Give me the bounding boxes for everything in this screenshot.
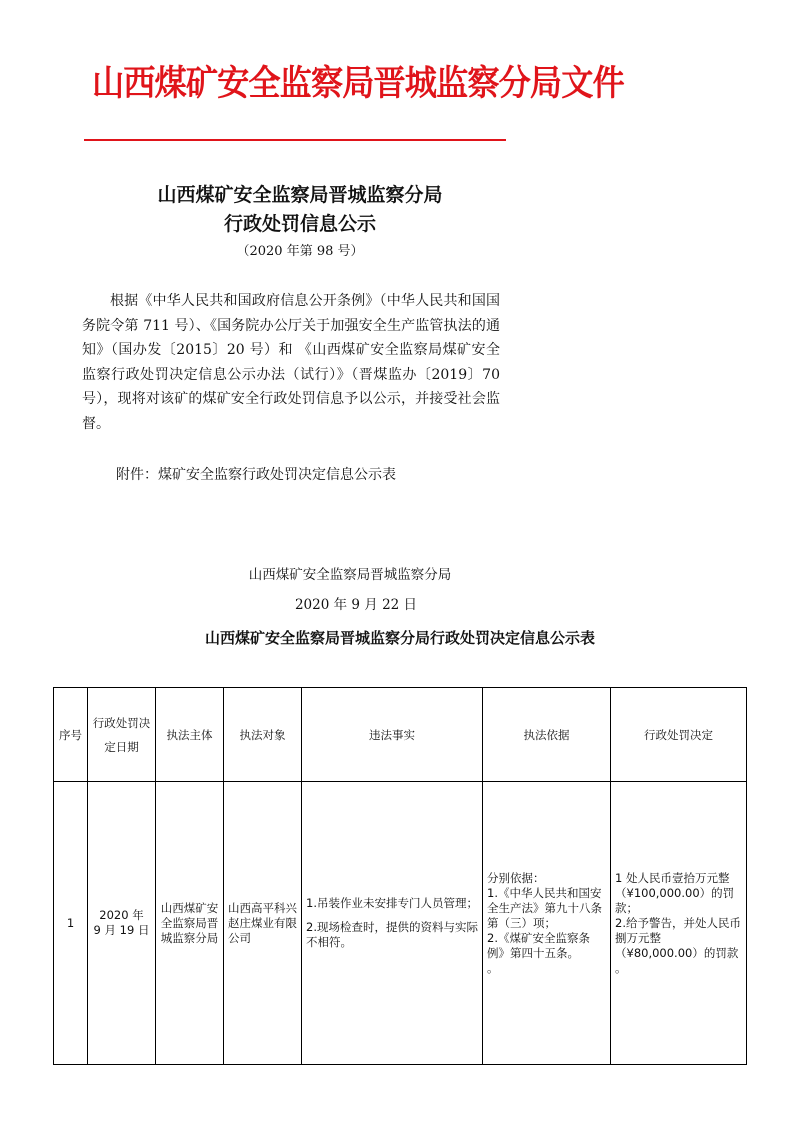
cell-subject: 山西煤矿安全监察局晋城监察分局 <box>156 782 224 1065</box>
cell-decision-date <box>88 782 156 1065</box>
header-facts: 违法事实 <box>302 688 483 782</box>
cell-facts <box>302 782 483 1065</box>
table-row <box>54 782 747 1065</box>
header-date-line2: 定日期 <box>104 739 139 754</box>
header-decision-date <box>88 688 156 782</box>
document-title-line1: 山西煤矿安全监察局晋城监察分局 <box>157 184 443 206</box>
cell-date-line1: 2020 年 <box>99 908 144 922</box>
basis-intro: 分别依据： <box>487 870 545 885</box>
header-divider <box>84 139 506 141</box>
cell-basis <box>483 782 611 1065</box>
header-target: 执法对象 <box>224 688 302 782</box>
header-date-line1: 行政处罚决 <box>92 715 151 730</box>
basis-end: 。 <box>487 960 499 975</box>
body-paragraph: 根据《中华人民共和国政府信息公开条例》（中华人民共和国国务院令第 711 号）、《国务院办公厅关于加强安全生产监管执法的通知》（国办发〔2015〕20 号）和 《山西煤矿安全监察局煤矿安全监察行政处罚决定信息公示办法（试行）》（晋煤监办〔2019〕70 号），现将对该矿的煤矿安全行政处罚信息予以公示，并接受社会监督。 <box>82 293 500 432</box>
signature-organization: 山西煤矿安全监察局晋城监察分局 <box>248 567 452 583</box>
header-basis: 执法依据 <box>483 688 611 782</box>
header-seq: 序号 <box>54 688 88 782</box>
cell-target: 山西高平科兴赵庄煤业有限公司 <box>224 782 302 1065</box>
penalty-table <box>53 687 747 1065</box>
fact-item-2: 2.现场检查时，提供的资料与实际不相符。 <box>306 920 478 949</box>
document-title-line2: 行政处罚信息公示 <box>223 213 376 235</box>
header-subject: 执法主体 <box>156 688 224 782</box>
basis-item-2: 2.《煤矿安全监察条例》第四十五条。 <box>487 930 590 960</box>
cell-decision <box>611 782 747 1065</box>
decision-end: 。 <box>615 960 627 975</box>
cell-seq: 1 <box>54 782 88 1065</box>
agency-header-title: 山西煤矿安全监察局晋城监察分局文件 <box>92 63 624 104</box>
table-title: 山西煤矿安全监察局晋城监察分局行政处罚决定信息公示表 <box>204 629 595 647</box>
fact-item-1: 1.吊装作业未安排专门人员管理； <box>306 896 478 910</box>
table-header-row <box>54 688 747 782</box>
header-decision: 行政处罚决定 <box>611 688 747 782</box>
document-number: （2020 年第 98 号） <box>236 244 364 259</box>
decision-item-1: 1 处人民币壹拾万元整（¥100,000.00）的罚款； <box>615 870 735 915</box>
basis-item-1: 1.《中华人民共和国安全生产法》第九十八条第（三）项； <box>487 885 602 930</box>
cell-date-line2: 9 月 19 日 <box>93 923 150 937</box>
signature-date: 2020 年 9 月 22 日 <box>294 597 418 613</box>
attachment-note: 附件：煤矿安全监察行政处罚决定信息公示表 <box>116 467 396 483</box>
decision-item-2: 2.给予警告，并处人民币捌万元整（¥80,000.00）的罚款 <box>615 915 741 960</box>
